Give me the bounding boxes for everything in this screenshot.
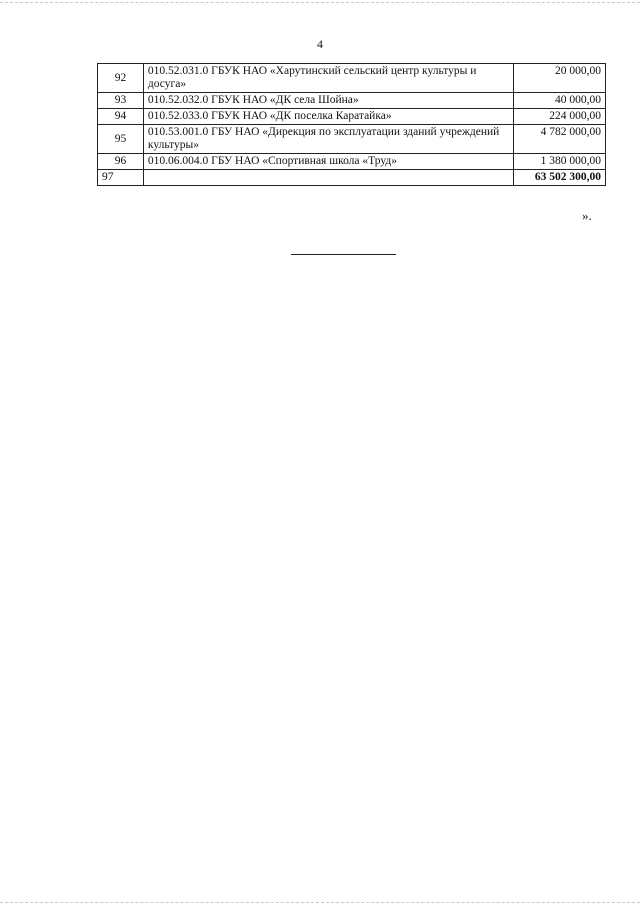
amount: 224 000,00 [514,109,606,125]
closing-quote: ». [582,208,592,223]
scan-edge-top [0,2,640,3]
page-number: 4 [317,37,323,51]
table-row [98,125,606,154]
institution-name: 010.06.004.0 ГБУ НАО «Спортивная школа «Труд» [143,154,513,170]
budget-table [97,63,606,186]
institution-name: 010.52.033.0 ГБУК НАО «ДК поселка Каратайка» [143,109,513,125]
row-number: 96 [98,154,144,170]
scan-edge-bottom [0,902,640,903]
amount: 4 782 000,00 [514,125,606,154]
institution-name: 010.53.001.0 ГБУ НАО «Дирекция по эксплуатации зданий учреждений культуры» [143,125,513,154]
institution-name: 010.52.031.0 ГБУК НАО «Харутинский сельский центр культуры и досуга» [143,64,513,93]
row-number: 93 [98,93,144,109]
total-amount: 63 502 300,00 [514,170,606,186]
amount: 20 000,00 [514,64,606,93]
row-number: 97 [98,170,144,186]
total-row [98,170,606,186]
total-label-cell [143,170,513,186]
row-number: 92 [98,64,144,93]
amount: 1 380 000,00 [514,154,606,170]
row-number: 94 [98,109,144,125]
table-row [98,93,606,109]
amount: 40 000,00 [514,93,606,109]
row-number: 95 [98,125,144,154]
table-row [98,109,606,125]
table-row [98,64,606,93]
separator-line [291,254,396,255]
institution-name: 010.52.032.0 ГБУК НАО «ДК села Шойна» [143,93,513,109]
table-row [98,154,606,170]
